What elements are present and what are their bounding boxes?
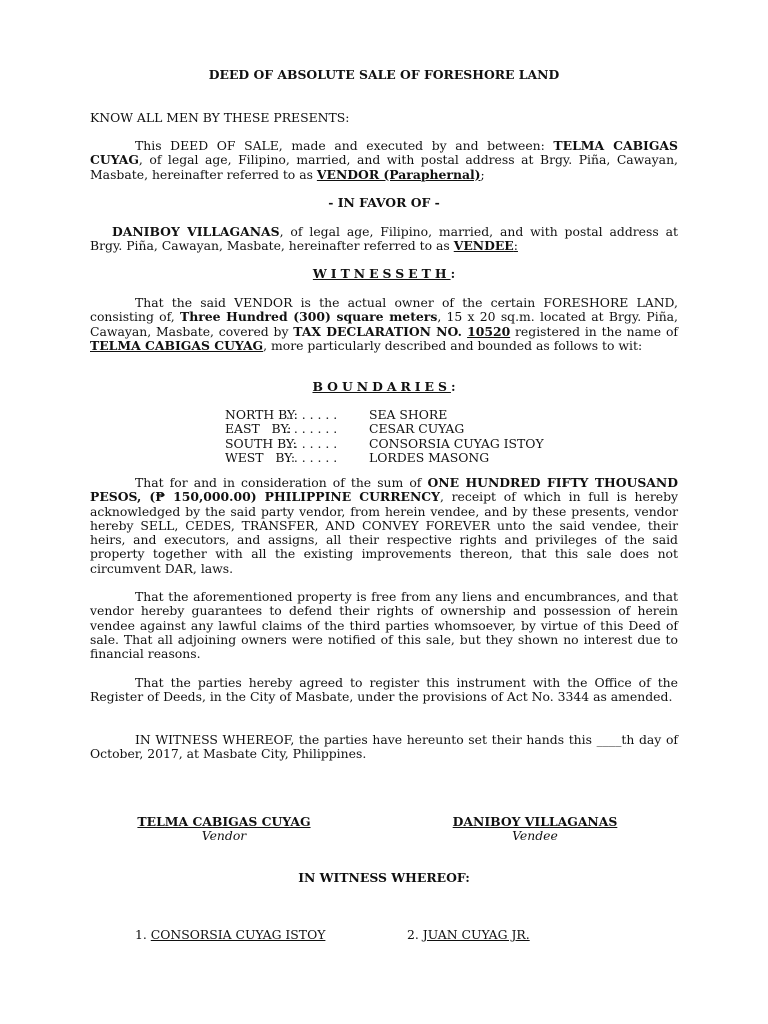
boundaries-text: BOUNDARIES [312,379,451,394]
p4-text-b: , receipt of which in full is hereby acknowledged by the said party vendor, from herein vendee, and by these presents, vendor hereby SELL, CEDES, TRANSFER, AND CONVEY FOREVER unto the said vendee, their heirs, and executors, and assigns, all their respective rights and privileges of the said property together with all the existing improvements thereon, that this sale does not circumvent DAR, laws. [90,489,679,576]
paragraph-vendee [90,225,678,254]
signature-vendee [425,815,645,844]
boundaries-heading [0,380,768,394]
p4-text-a: That for and in consideration of the sum of [135,475,428,490]
boundary-direction: SOUTH BY: [225,435,297,451]
boundaries-list [225,408,625,465]
land-area: Three Hundred (300) square meters [179,309,438,325]
signatory-name: TELMA CABIGAS CUYAG [137,814,311,829]
document-title: DEED OF ABSOLUTE SALE OF FORESHORE LAND [208,67,560,82]
witness-name: CONSORSIA CUYAG ISTOY [150,927,326,942]
signature-vendor [114,815,334,844]
p3-text-b: , 15 x 20 sq.m. located at Brgy. Piña, Cawayan, Masbate, covered by [90,309,678,339]
vendee-label: VENDEE [453,238,514,254]
p3-text-a: That the said VENDOR is the actual owner of the certain FORESHORE LAND, consisting of, [90,295,678,325]
registered-owner: TELMA CABIGAS CUYAG [90,337,264,353]
boundary-dots: . . . . . . . [282,435,338,451]
boundary-value: LORDES MASONG [369,449,490,465]
paragraph-ownership [90,296,678,353]
boundary-dots: . . . . . . . [282,449,338,465]
boundary-west [225,451,625,465]
boundary-direction: NORTH BY: [225,407,298,422]
signatory-role: Vendor [201,828,247,844]
in-favor-heading: - IN FAVOR OF - [328,195,440,210]
boundary-direction: EAST BY: [225,421,292,437]
vendee-name: DANIBOY VILLAGANAS [112,224,280,239]
signatory-role: Vendee [512,828,558,844]
witnesseth-colon: : [450,266,456,281]
witness-2 [407,928,530,942]
paragraph-warranty: That the aforementioned property is free from any liens and encumbrances, and that vendor hereby guarantees to defend their rights of ownership and possession of herein vendee against any lawful claims of the third parties whomsoever, by virtue of this Deed of sale. That all adjoining owners were notified of this sale, but they shown no interest due to financial reasons. [90,589,678,662]
witness-number: 2. [407,927,423,942]
boundary-east [225,422,625,436]
paragraph-consideration [90,476,678,576]
p1-text-c: ; [480,166,485,182]
paragraph-registration: That the parties hereby agreed to register this instrument with the Office of the Register of Deeds, in the City of Masbate, under the provisions of Act No. 3344 as amended. [90,675,678,705]
witnesseth-text: WITNESSETH [312,266,451,281]
boundary-dots: . . . . . . . [282,407,338,422]
vendor-label: VENDOR (Paraphernal) [316,166,481,182]
boundary-direction: WEST BY: [225,449,296,465]
sale-amount: ONE HUNDRED FIFTY THOUSAND PESOS, (₱ 150,000.00) PHILIPPINE CURRENCY [90,475,678,505]
boundary-value: CONSORSIA CUYAG ISTOY [369,435,544,451]
witness-name: JUAN CUYAG JR. [422,927,530,942]
paragraph-parties [90,139,678,182]
witness-1 [135,928,325,942]
witness-number: 1. [135,927,151,942]
paragraph-witness-whereof: IN WITNESS WHEREOF, the parties have hereunto set their hands this ____th day of October, 2017, at Masbate City, Philippines. [90,732,678,762]
p3-text-c: registered in the name of [510,323,678,339]
vendor-name: TELMA CABIGAS CUYAG [90,138,678,168]
boundaries-colon: : [450,379,456,394]
boundary-value: CESAR CUYAG [369,421,465,437]
p1-text-b: , of legal age, Filipino, married, and with postal address at Brgy. Piña, Cawayan, Masbate, hereinafter referred to as [90,152,678,182]
signatory-name: DANIBOY VILLAGANAS [452,814,618,829]
intro-line: KNOW ALL MEN BY THESE PRESENTS: [90,110,350,125]
tax-declaration-number: 10520 [467,323,511,339]
witnesses-heading: IN WITNESS WHEREOF: [298,870,470,885]
p2-text-b: : [513,238,518,254]
p1-text-a: This DEED OF SALE, made and executed by and between: [135,138,554,153]
p2-text-a: , of legal age, Filipino, married, and with postal address at Brgy. Piña, Cawayan, Masbate, hereinafter referred to as [90,224,678,254]
witnesseth-heading [0,267,768,281]
boundary-value: SEA SHORE [369,407,448,422]
boundary-north [225,408,625,422]
tax-declaration-label: TAX DECLARATION NO. [293,323,468,339]
boundary-south [225,437,625,451]
p3-text-d: , more particularly described and bounded as follows to wit: [263,337,643,353]
boundary-dots: . . . . . . . [282,421,338,437]
